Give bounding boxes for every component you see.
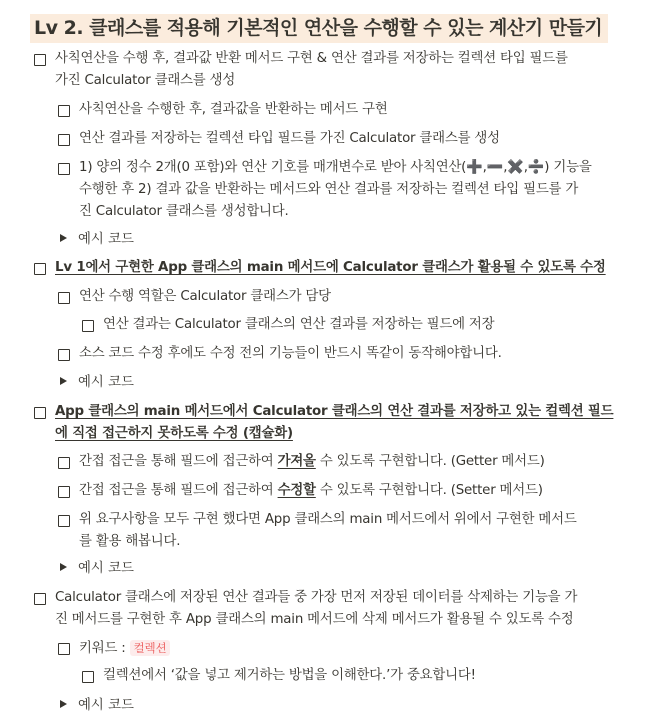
triangle-right-icon xyxy=(60,234,67,242)
task-item-2 xyxy=(34,259,606,279)
task-item-2-1-1 xyxy=(82,316,494,336)
task-text: App 클래스의 main 메서드에서 Calculator 클래스의 연산 결과를 저장하고 있는 컬렉션 필드 에 직접 접근하지 못하도록 수정 (캡슐화) xyxy=(55,404,614,441)
example-code-toggle[interactable] xyxy=(60,557,134,576)
toggle-label: 예시 코드 xyxy=(78,232,134,247)
task-item-1-3 xyxy=(58,159,592,223)
checkbox[interactable] xyxy=(58,163,70,175)
task-text: 사칙연산을 수행한 후, 결과값을 반환하는 메서드 구현 xyxy=(79,102,388,117)
example-code-toggle[interactable] xyxy=(60,694,134,713)
triangle-right-icon xyxy=(60,700,67,708)
checkbox[interactable] xyxy=(58,486,70,498)
task-text: 키워드 : 컬렉션 xyxy=(79,637,170,660)
task-text: 위 요구사항을 모두 구현 했다면 App 클래스의 main 메서드에서 위에서 구현한 메서드 를 활용 해봅니다. xyxy=(79,512,577,549)
task-text: 간접 접근을 통해 필드에 접근하여 가져올 수 있도록 구현합니다. (Getter 메서드) xyxy=(79,454,545,469)
task-item-2-1 xyxy=(58,288,331,308)
task-text: 연산 결과를 저장하는 컬렉션 타입 필드를 가진 Calculator 클래스를 생성 xyxy=(79,131,500,146)
checkbox[interactable] xyxy=(58,134,70,146)
triangle-right-icon xyxy=(60,563,67,571)
example-code-toggle[interactable] xyxy=(60,371,134,390)
page-title: Lv 2. 클래스를 적용해 기본적인 연산을 수행할 수 있는 계산기 만들기 xyxy=(30,14,608,43)
task-item-3 xyxy=(34,403,613,445)
checkbox[interactable] xyxy=(34,407,46,419)
task-item-1-2 xyxy=(58,130,500,150)
checkbox[interactable] xyxy=(82,320,94,332)
task-text: 소스 코드 수정 후에도 수정 전의 기능들이 반드시 똑같이 동작해야합니다. xyxy=(79,346,502,361)
toggle-label: 예시 코드 xyxy=(78,375,134,390)
task-item-2-2 xyxy=(58,345,502,365)
task-text: 연산 결과는 Calculator 클래스의 연산 결과를 저장하는 필드에 저장 xyxy=(103,317,495,332)
checkbox[interactable] xyxy=(34,54,46,66)
example-code-toggle[interactable] xyxy=(60,228,134,247)
task-item-4-1 xyxy=(58,639,170,660)
checkbox[interactable] xyxy=(58,643,70,655)
task-text: Lv 1에서 구현한 App 클래스의 main 메서드에 Calculator 클래스가 활용될 수 있도록 수정 xyxy=(55,260,606,275)
toggle-label: 예시 코드 xyxy=(78,698,134,713)
keyword-code: 컬렉션 xyxy=(130,640,171,656)
task-text: 컬렉션에서 ‘값을 넣고 제거하는 방법을 이해한다.’가 중요합니다! xyxy=(103,668,476,683)
task-item-3-1 xyxy=(58,453,545,473)
checkbox[interactable] xyxy=(58,292,70,304)
task-text: Calculator 클래스에 저장된 연산 결과들 중 가장 먼저 저장된 데이터를 삭제하는 기능을 가 진 메서드를 구현한 후 App 클래스의 main 메서드에 삭제 메서드가 활용될 수 있도록 수정 xyxy=(55,590,578,627)
checkbox[interactable] xyxy=(58,105,70,117)
task-item-4-1-1 xyxy=(82,667,476,687)
checkbox[interactable] xyxy=(58,515,70,527)
task-item-1 xyxy=(34,50,568,92)
task-item-4 xyxy=(34,589,577,631)
task-item-3-3 xyxy=(58,511,577,553)
triangle-right-icon xyxy=(60,377,67,385)
task-text: 사칙연산을 수행 후, 결과값 반환 메서드 구현 & 연산 결과를 저장하는 컬렉션 타입 필드를 가진 Calculator 클래스를 생성 xyxy=(55,51,568,88)
task-text: 간접 접근을 통해 필드에 접근하여 수정할 수 있도록 구현합니다. (Setter 메서드) xyxy=(79,483,543,498)
checkbox[interactable] xyxy=(58,349,70,361)
page-title-wrap xyxy=(30,14,608,43)
toggle-label: 예시 코드 xyxy=(78,561,134,576)
task-text: 연산 수행 역할은 Calculator 클래스가 담당 xyxy=(79,289,331,304)
task-text: 1) 양의 정수 2개(0 포함)와 연산 기호를 매개변수로 받아 사칙연산(➕,➖,✖️,➗) 기능을 수행한 후 2) 결과 값을 반환하는 메서드와 연산 결과를 저장하는 컬렉션 타입 필드를 가 진 Calculator 클래스를 생성합니다. xyxy=(79,160,592,219)
checkbox[interactable] xyxy=(34,263,46,275)
checkbox[interactable] xyxy=(34,593,46,605)
task-item-1-1 xyxy=(58,101,388,121)
checkbox[interactable] xyxy=(58,457,70,469)
checkbox[interactable] xyxy=(82,671,94,683)
task-item-3-2 xyxy=(58,482,543,502)
